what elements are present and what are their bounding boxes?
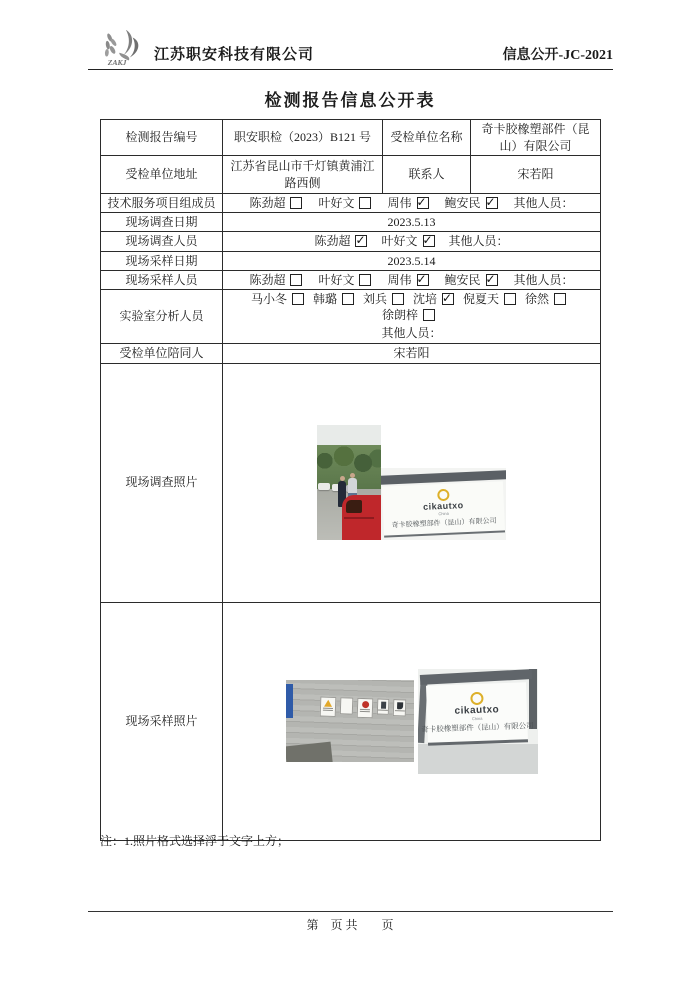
unit-name-label: 受检单位名称 [383,120,471,156]
member-name: 徐朗梓 [381,308,418,323]
sign-sub-text: China [438,510,449,517]
checkbox-icon [486,197,498,209]
page-title: 检测报告信息公开表 [264,91,436,110]
survey-staff-label: 现场调查人员 [101,232,223,251]
report-no-label: 检测报告编号 [101,120,223,156]
contact-value: 宋若阳 [471,156,601,194]
cikautxo-logo-icon [469,691,482,704]
sign-brand-text: cikautxo [453,703,499,716]
escort-value: 宋若阳 [223,343,601,363]
unit-addr-value: 江苏省昆山市千灯镇黄浦江路西侧 [223,156,383,194]
sign-sub-text: China [471,714,482,721]
wall-below-sign [418,744,538,774]
parked-car [318,483,330,490]
footer-divider [88,911,613,912]
member-name: 马小冬 [250,291,287,306]
survey-date-value: 2023.5.13 [223,213,601,232]
table-row [101,120,601,156]
logo-text: ZAKJ [107,58,127,68]
member-name: 刘兵 [362,291,387,306]
sampling-date-label: 现场采样日期 [101,251,223,270]
member-name: 叶好文 [318,272,355,287]
survey-photo-street [317,425,381,540]
checkbox-icon [417,197,429,209]
checkbox-icon [290,197,302,209]
table-row [101,363,601,602]
sign-company-text: 奇卡胶橡塑部件（昆山）有限公司 [391,516,497,529]
blue-strip [286,684,293,718]
sampling-date-value: 2023.5.14 [223,251,601,270]
member-name: 陈劲超 [314,234,351,249]
other-staff-label: 其他人员： [448,234,509,249]
checkbox-icon [486,274,498,286]
warning-sign-boot [392,699,406,716]
cikautxo-logo-icon [437,489,450,502]
survey-photo-cell [223,363,601,602]
contact-label: 联系人 [383,156,471,194]
company-name: 江苏职安科技有限公司 [154,47,315,63]
table-row [101,343,601,363]
table-row [101,270,601,289]
lab-staff-label: 实验室分析人员 [101,289,223,343]
other-staff-label: 其他人员： [513,196,574,210]
member-name: 鲍安民 [444,272,481,287]
sampling-staff-members [223,270,601,289]
sampling-photo-company-sign [418,669,538,774]
warning-signs [319,697,406,720]
sampling-staff-label: 现场采样人员 [101,270,223,289]
checkbox-icon [504,293,516,305]
other-staff-label: 其他人员： [513,272,574,287]
tech-team-members [223,194,601,213]
table-row [101,194,601,213]
table-row [101,213,601,232]
checkbox-icon [290,274,302,286]
sign-brand-text: cikautxo [422,500,464,512]
member-name: 叶好文 [381,234,418,249]
member-name: 叶好文 [318,196,355,210]
member-name: 倪夏天 [463,291,500,306]
member-name: 周伟 [387,272,412,287]
member-name: 韩璐 [312,291,337,306]
header-divider [88,69,613,70]
wall-shadow [286,742,333,762]
member-name: 鲍安民 [444,196,481,210]
doc-code: 信息公开-JC-2021 [502,48,613,63]
tech-team-label: 技术服务项目组成员 [101,194,223,213]
page-header [100,26,613,68]
table-row [101,232,601,251]
checkbox-icon [359,274,371,286]
report-no-value: 职安职检（2023）B121 号 [223,120,383,156]
checkbox-icon [423,309,435,321]
checkbox-icon [292,293,304,305]
escort-label: 受检单位陪同人 [101,343,223,363]
sign-face [382,481,505,537]
checkbox-icon [342,293,354,305]
sampling-photo-label: 现场采样照片 [101,602,223,840]
table-row [101,289,601,343]
checkbox-icon [355,235,367,247]
red-car [342,495,381,540]
page-number: 第 页 共 页 [306,918,394,932]
member-name: 沈培 [413,291,438,306]
checkbox-icon [359,197,371,209]
sampling-photo-cell [223,602,601,840]
member-name: 陈劲超 [249,196,286,210]
sign-face [420,682,534,745]
checkbox-icon [554,293,566,305]
sign-company-text: 奇卡胶橡塑部件（昆山）有限公司 [420,720,534,734]
survey-date-label: 现场调查日期 [101,213,223,232]
warning-sign-red [356,698,373,719]
warning-sign-yellow [319,697,336,718]
sampling-photo-warning-wall [286,680,414,762]
company-logo-icon [100,28,148,68]
survey-staff-members [223,232,601,251]
table-row [101,602,601,840]
checkbox-icon [417,274,429,286]
warning-sign-blank [339,697,353,714]
table-row [101,156,601,194]
checkbox-icon [392,293,404,305]
report-info-table [100,119,601,841]
member-name: 周伟 [387,196,412,210]
member-name: 徐然 [525,291,550,306]
unit-name-value: 奇卡胶橡塑部件（昆山）有限公司 [471,120,601,156]
footnote: 注：1.照片格式选择浮于文字上方； [100,834,290,848]
table-row [101,251,601,270]
other-staff-label: 其他人员： [381,326,442,341]
checkbox-icon [442,293,454,305]
checkbox-icon [423,235,435,247]
survey-photo-label: 现场调查照片 [101,363,223,602]
warning-sign-small [376,698,389,714]
lab-staff-members [223,289,601,343]
survey-photo-company-sign [381,468,506,540]
unit-addr-label: 受检单位地址 [101,156,223,194]
member-name: 陈劲超 [249,272,286,287]
